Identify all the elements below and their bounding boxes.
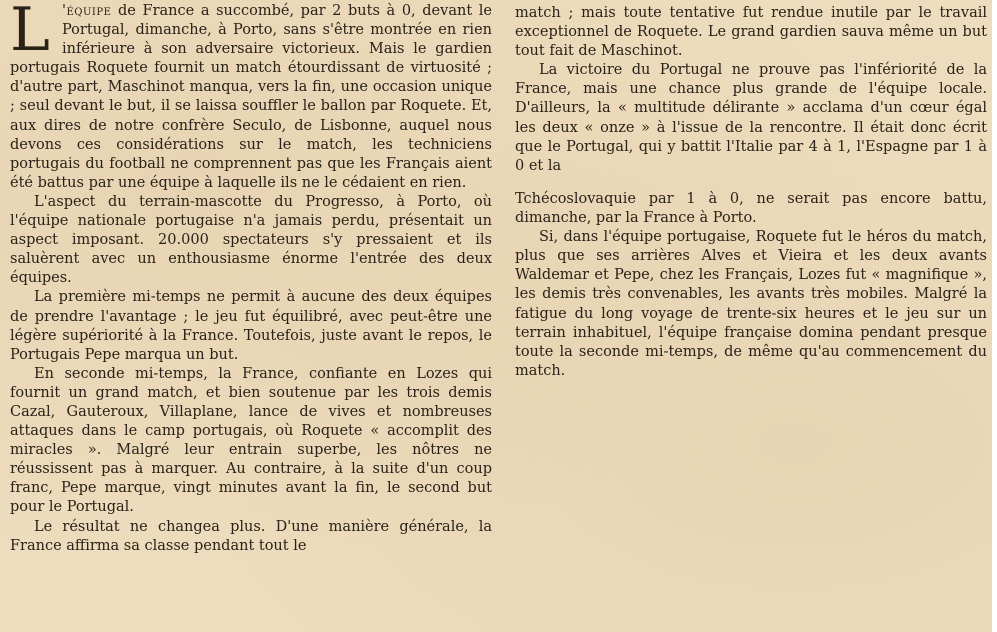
article-paragraph: La victoire du Portugal ne prouve pas l'infériorité de la France, mais une chance plus grande de l'équipe locale. D'ailleurs, la « multitude délirante » acclama d'un cœur égal les deux « onze » à l'issue de la rencontre. Il était donc écrit que le Portugal, qui y battit l'Italie par 4 à 1, l'Espagne par 1 à 0 et la: [515, 62, 987, 174]
article-column-left: [10, 2, 492, 556]
paragraph-text: de France a succombé, par 2 buts à 0, devant le Portugal, dimanche, à Porto, sans s'être montrée en rien inférieure à son adversaire victorieux. Mais le gardien portugais Roquete fournit un match étourdissant de virtuosité ; d'autre part, Maschinot manqua, vers la fin, une occasion unique ; seul devant le but, il se laissa souffler le ballon par Roquete. Et, aux dires de notre confrère Seculo, de Lisbonne, auquel nous devons ces considérations sur le match, les techniciens portugais du football ne comprennent pas que les Français aient été battus par une équipe à laquelle ils ne le cédaient en rien.: [10, 3, 492, 191]
article-paragraph: [10, 2, 492, 193]
article-paragraph: Tchécoslovaquie par 1 à 0, ne serait pas encore battu, dimanche, par la France à Porto.: [515, 191, 987, 227]
drop-cap: L: [10, 0, 50, 65]
article-paragraph: En seconde mi-temps, la France, confiante en Lozes qui fournit un grand match, et bien soutenue par les trois demis Cazal, Gauteroux, Villaplane, lance de vives et nombreuses attaques dans le camp portugais, où Roquete « accomplit des miracles ». Malgré leur entrain superbe, les nôtres ne réussissent pas à marquer. Au contraire, à la suite d'un coup franc, Pepe marque, vingt minutes avant la fin, le second but pour le Portugal.: [10, 365, 492, 516]
article-paragraph: match ; mais toute tentative fut rendue inutile par le travail exceptionnel de Roquete. Le grand gardien sauva même un but tout fait de Maschinot.: [515, 5, 987, 60]
article-paragraph: Le résultat ne changea plus. D'une manière générale, la France affirma sa classe pendant tout le: [10, 518, 492, 554]
article-paragraph: La première mi-temps ne permit à aucune des deux équipes de prendre l'avantage ; le jeu fut équilibré, avec peut-être une légère supériorité à la France. Toutefois, juste avant le repos, le Portugais Pepe marqua un but.: [10, 289, 492, 363]
article-paragraph: L'aspect du terrain-mascotte du Progresso, à Porto, où l'équipe nationale portugaise n'a jamais perdu, présentait un aspect imposant. 20.000 spectateurs s'y pressaient et ils saluèrent avec un enthousiasme énorme l'entrée des deux équipes.: [10, 193, 492, 287]
article-column-right-bottom: [515, 190, 987, 381]
article-paragraph: Si, dans l'équipe portugaise, Roquete fut le héros du match, plus que ses arrières Alves et Vieira et les deux avants Waldemar et Pepe, chez les Français, Lozes fut « magnifique », les demis très convenables, les avants très mobiles. Malgré la fatigue du long voyage de trente-six heures et le jeu sur un terrain inhabituel, l'équipe française domina pendant presque toute la seconde mi-temps, de même qu'au commencement du match.: [515, 229, 987, 379]
lead-word: 'équipe: [62, 3, 112, 19]
article-column-right-top: [515, 4, 987, 176]
